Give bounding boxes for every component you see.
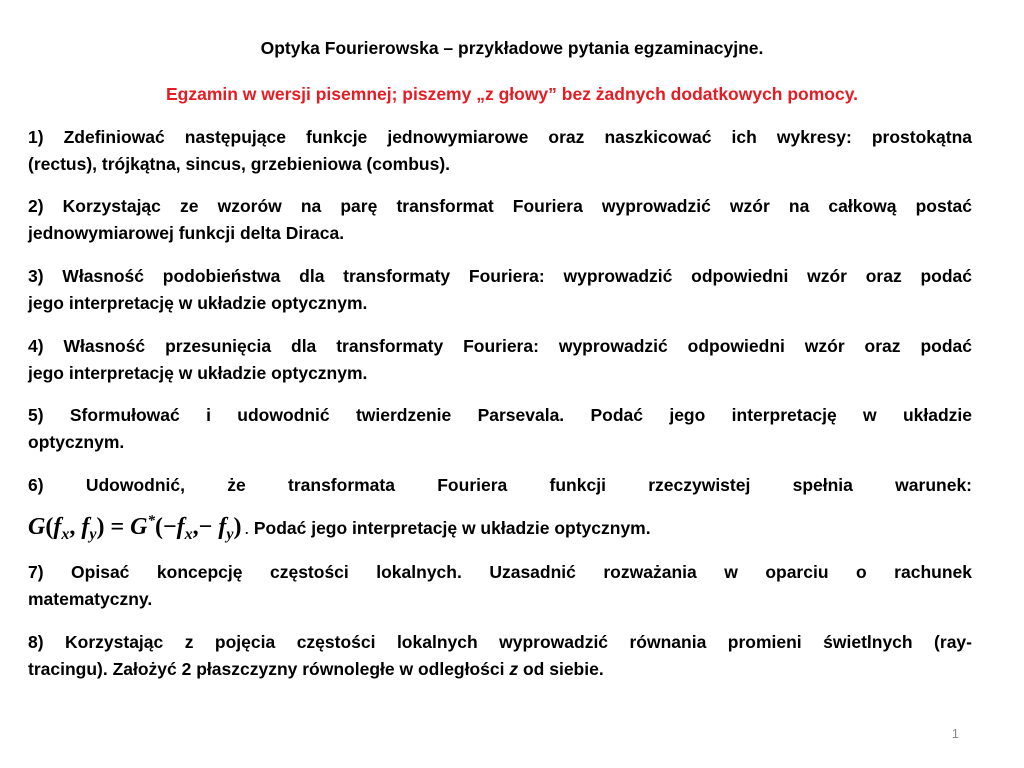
- slide-title: Optyka Fourierowska – przykładowe pytania egzaminacyjne.: [260, 38, 764, 58]
- question-8: [28, 629, 972, 683]
- question-4-line-1: 4) Własność przesunięcia dla transformaty Fouriera: wyprowadzić odpowiedni wzór oraz podać: [28, 336, 972, 356]
- question-4: [28, 333, 972, 387]
- page-number: 1: [951, 726, 959, 741]
- question-6-formula-line: [28, 504, 651, 552]
- question-5-line-2: optycznym.: [28, 432, 125, 452]
- question-5-line-1: 5) Sformułować i udowodnić twierdzenie Parsevala. Podać jego interpretację w układzie: [28, 405, 972, 425]
- question-6-line-1: 6) Udowodnić, że transformata Fouriera funkcji rzeczywistej spełnia warunek:: [28, 475, 972, 495]
- question-3-line-1: 3) Własność podobieństwa dla transformaty Fouriera: wyprowadzić odpowiedni wzór oraz podać: [28, 266, 972, 286]
- question-6: [28, 472, 972, 499]
- question-8-line-2: [28, 656, 972, 683]
- slide-subtitle: Egzamin w wersji pisemnej; piszemy „z głowy” bez żadnych dodatkowych pomocy.: [165, 84, 859, 104]
- distance-variable-z: z: [509, 659, 519, 679]
- question-2: [28, 193, 972, 247]
- question-6-after-formula: Podać jego interpretację w układzie optycznym.: [253, 518, 651, 538]
- question-1-line-2: (rectus), trójkątna, sincus, grzebieniowa (combus).: [28, 154, 451, 174]
- question-2-line-2: jednowymiarowej funkcji delta Diraca.: [28, 223, 345, 243]
- question-7-line-1: 7) Opisać koncepcję częstości lokalnych. Uzasadnić rozważania w oparciu o rachunek: [28, 562, 972, 582]
- question-7-line-2: matematyczny.: [28, 589, 153, 609]
- conjugate-symmetry-formula: $G(f_x$, $f_y) = G^*(-f_x,- f_y)$: [28, 513, 242, 543]
- question-5: [28, 402, 972, 456]
- question-1: [28, 124, 972, 178]
- question-2-line-1: 2) Korzystając ze wzorów na parę transformat Fouriera wyprowadzić wzór na całkową postać: [28, 196, 972, 216]
- formula-period: .: [244, 518, 249, 538]
- question-4-line-2: jego interpretację w układzie optycznym.: [28, 363, 368, 383]
- question-3: [28, 263, 972, 317]
- question-3-line-2: jego interpretację w układzie optycznym.: [28, 293, 368, 313]
- question-8-line-2-text: tracingu). Założyć 2 płaszczyzny równoległe w odległości z od siebie.: [28, 659, 604, 679]
- question-7: [28, 559, 972, 613]
- question-1-line-1: 1) Zdefiniować następujące funkcje jednowymiarowe oraz naszkicować ich wykresy: prostokątna: [28, 127, 972, 147]
- question-8-line-1: 8) Korzystając z pojęcia częstości lokalnych wyprowadzić równania promieni świetlnych (ray-: [28, 632, 972, 652]
